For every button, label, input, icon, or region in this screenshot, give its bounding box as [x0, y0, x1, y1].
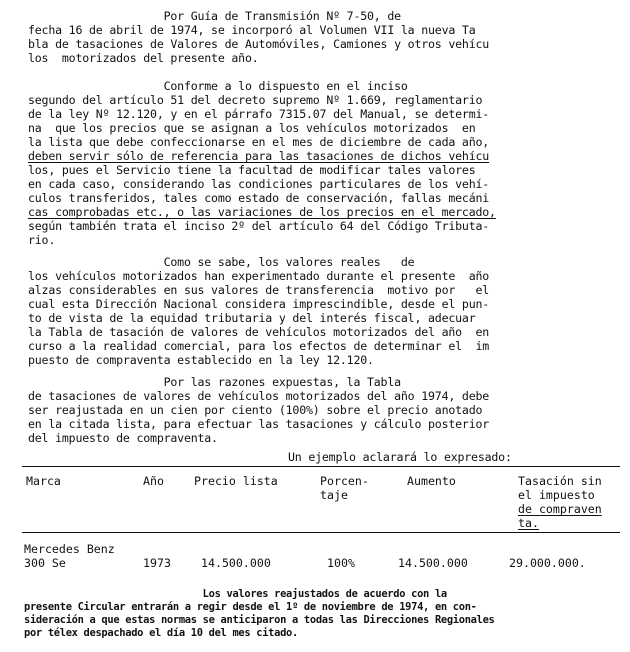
text-line: los vehículos motorizados han experimentado durante el presente año [28, 269, 490, 283]
text-line-underlined: deben servir sólo de referencia para las tasaciones de dichos vehícu [28, 149, 490, 163]
header-precio-lista: Precio lista [194, 474, 278, 488]
text-line: sideración a que estas normas se anticiparon a todas las Direcciones Regionales [24, 614, 495, 626]
text-line: por télex despachado el día 10 del mes citado. [24, 627, 298, 639]
text-line: en la citada lista, para efectuar las tasaciones y cálculo posterior [28, 417, 490, 431]
text-line: culos transferidos, tales como estado de conservación, fallas mecáni [28, 191, 490, 205]
text-line: curso a la realidad comercial, para los efectos de determinar el im [28, 339, 490, 353]
header-ano: Año [143, 474, 164, 488]
cell-aumento: 14.500.000 [398, 556, 468, 570]
text-line: to de vista de la equidad tributaria y del interés fiscal, adecuar [28, 311, 476, 325]
text-line: segundo del artículo 51 del decreto supremo Nº 1.669, reglamentario [28, 93, 483, 107]
header-tasacion: Tasación sin [518, 474, 602, 488]
text-line: Los valores reajustados de acuerdo con la [24, 588, 447, 600]
cell-ano: 1973 [143, 556, 171, 570]
header-tasacion-cont: de compraven [518, 502, 602, 516]
text-line: los motorizados del presente año. [28, 51, 259, 65]
text-line: puesto de compraventa establecido en la ley 12.120. [28, 353, 374, 367]
header-tasacion-cont: ta. [518, 516, 539, 530]
text-line: la Tabla de tasación de valores de vehículos motorizados del año en [28, 325, 490, 339]
text-line: alzas considerables en sus valores de transferencia motivo por el [28, 283, 490, 297]
text-line: del impuesto de compraventa. [28, 431, 218, 445]
text-line: la lista que debe confeccionarse en el mes de diciembre de cada año, [28, 135, 490, 149]
cell-modelo: 300 Se [24, 556, 66, 570]
header-tasacion-cont: el impuesto [518, 488, 595, 502]
header-aumento: Aumento [407, 474, 456, 488]
text-line: bla de tasaciones de Valores de Automóviles, Camiones y otros vehícu [28, 37, 490, 51]
text-line: Como se sabe, los valores reales de [28, 255, 415, 269]
text-line: de la ley Nº 12.120, y en el párrafo 7315.07 del Manual, se determi- [28, 107, 490, 121]
text-line: en cada caso, considerando las condiciones particulares de los vehí- [28, 177, 490, 191]
text-line: cual esta Dirección Nacional considera imprescindible, desde el pun- [28, 297, 490, 311]
header-porcentaje: Porcen- [320, 474, 369, 488]
cell-precio-lista: 14.500.000 [201, 556, 271, 570]
text-line: los, pues el Servicio tiene la facultad de modificar tales valores [28, 163, 476, 177]
cell-marca: Mercedes Benz [24, 542, 115, 556]
text-line: de tasaciones de valores de vehículos motorizados del año 1974, debe [28, 389, 490, 403]
cell-tasacion: 29.000.000. [509, 556, 586, 570]
table-header-rule [22, 532, 620, 533]
text-line: presente Circular entrarán a regir desde el 1º de noviembre de 1974, en con- [24, 601, 477, 613]
text-line: fecha 16 de abril de 1974, se incorporó al Volumen VII la nueva Ta [28, 23, 476, 37]
text-line-underlined: cas comprobadas etc., o las variaciones de los precios en el mercado, [28, 205, 496, 219]
text-line: ser reajustada en un cien por ciento (100%) sobre el precio anotado [28, 403, 483, 417]
text-line: na que los precios que se asignan a los vehículos motorizados en [28, 121, 476, 135]
text-line: Por Guía de Transmisión Nº 7-50, de [28, 9, 401, 23]
text-line: Conforme a lo dispuesto en el inciso [28, 79, 408, 93]
example-intro: Un ejemplo aclarará lo expresado: [288, 450, 512, 464]
header-porcentaje-cont: taje [320, 488, 348, 502]
header-marca: Marca [26, 474, 61, 488]
table-top-rule [22, 466, 620, 467]
text-line: según también trata el inciso 2º del artículo 64 del Código Tributa- [28, 219, 490, 233]
text-line: Por las razones expuestas, la Tabla [28, 375, 401, 389]
cell-porcentaje: 100% [327, 556, 355, 570]
text-line: rio. [28, 233, 56, 247]
